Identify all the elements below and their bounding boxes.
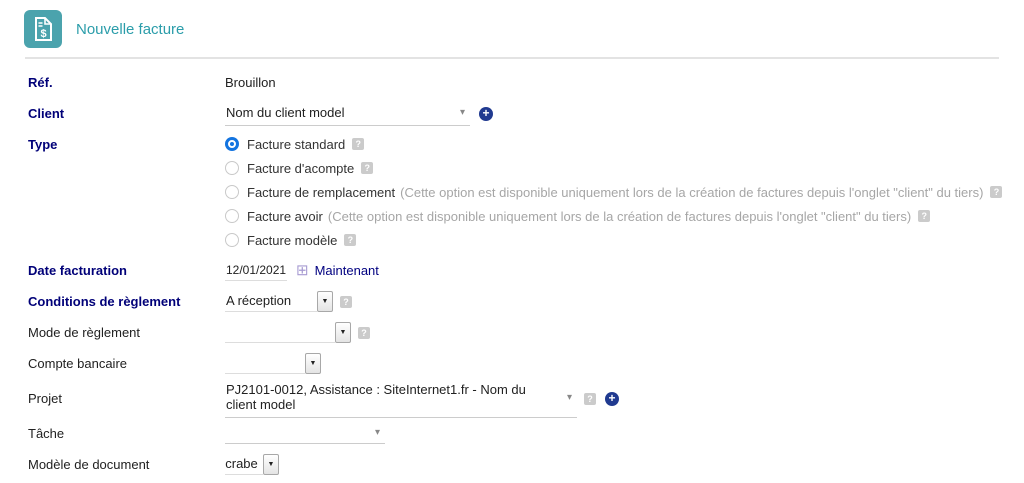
- row-project: [28, 379, 1024, 418]
- row-task: [28, 418, 1024, 449]
- radio-facture-standard[interactable]: Facture standard ?: [225, 132, 1002, 156]
- radio-facture-acompte[interactable]: Facture d'acompte ?: [225, 156, 1002, 180]
- doc-model-label: Modèle de document: [28, 457, 150, 472]
- client-select-value: Nom du client model: [226, 104, 345, 120]
- radio-facture-remplacement[interactable]: Facture de remplacement (Cette option est disponible uniquement lors de la création de factures depuis l'onglet "client" du tiers) ?: [225, 180, 1002, 204]
- select-arrow-icon[interactable]: ▼: [305, 353, 321, 374]
- invoice-icon-glyph: [32, 16, 54, 42]
- task-select[interactable]: [225, 424, 385, 444]
- date-label: Date facturation: [28, 263, 127, 278]
- payment-terms-value: A réception: [225, 291, 317, 312]
- row-type: [28, 129, 1024, 255]
- payment-terms-label: Conditions de règlement: [28, 294, 181, 309]
- bank-account-label: Compte bancaire: [28, 356, 127, 371]
- now-link[interactable]: Maintenant: [314, 263, 379, 278]
- doc-model-value: crabe: [225, 454, 263, 475]
- svg-text:$: $: [40, 28, 47, 40]
- type-label: Type: [28, 137, 58, 152]
- task-label: Tâche: [28, 426, 65, 441]
- project-label: Projet: [28, 391, 62, 406]
- page-title: Nouvelle facture: [76, 20, 185, 38]
- ref-label: Réf.: [28, 75, 53, 90]
- help-icon[interactable]: ?: [584, 393, 596, 405]
- radio-icon[interactable]: [225, 185, 239, 199]
- invoice-type-radios: [225, 132, 1002, 252]
- chevron-down-icon: ▾: [566, 391, 572, 403]
- radio-icon[interactable]: [225, 161, 239, 175]
- select-arrow-icon[interactable]: ▼: [317, 291, 333, 312]
- radio-facture-modele[interactable]: Facture modèle ?: [225, 228, 1002, 252]
- new-invoice-form: [0, 59, 1024, 480]
- select-arrow-icon[interactable]: ▼: [263, 454, 279, 475]
- help-icon[interactable]: ?: [358, 327, 370, 339]
- page-header: [0, 0, 1024, 48]
- radio-icon[interactable]: [225, 137, 239, 151]
- payment-mode-label: Mode de règlement: [28, 325, 141, 340]
- help-icon[interactable]: ?: [352, 138, 364, 150]
- add-client-button[interactable]: +: [479, 107, 493, 121]
- help-icon[interactable]: ?: [918, 210, 930, 222]
- help-icon[interactable]: ?: [344, 234, 356, 246]
- row-ref: [28, 67, 1024, 98]
- client-label: Client: [28, 106, 65, 121]
- row-doc-model: [28, 449, 1024, 480]
- help-icon[interactable]: ?: [361, 162, 373, 174]
- payment-terms-select[interactable]: [225, 291, 333, 312]
- help-icon[interactable]: ?: [990, 186, 1002, 198]
- bank-account-value: [225, 353, 305, 374]
- invoice-date-input[interactable]: [225, 261, 287, 281]
- row-invoice-date: [28, 255, 1024, 286]
- ref-value: Brouillon: [225, 75, 276, 90]
- radio-note: (Cette option est disponible uniquement lors de la création de factures depuis l'onglet "client" du tiers): [400, 184, 984, 200]
- row-client: [28, 98, 1024, 129]
- radio-icon[interactable]: [225, 209, 239, 223]
- chevron-down-icon: ▾: [459, 106, 465, 118]
- payment-mode-select[interactable]: [225, 322, 351, 343]
- chevron-down-icon: ▾: [374, 426, 380, 438]
- row-bank-account: [28, 348, 1024, 379]
- project-select[interactable]: [225, 379, 577, 418]
- row-payment-terms: [28, 286, 1024, 317]
- radio-facture-avoir[interactable]: Facture avoir (Cette option est disponible uniquement lors de la création de factures depuis l'onglet "client" du tiers) ?: [225, 204, 1002, 228]
- payment-mode-value: [225, 322, 335, 343]
- client-select[interactable]: [225, 102, 470, 126]
- calendar-icon[interactable]: ⊞: [296, 262, 309, 279]
- select-arrow-icon[interactable]: ▼: [335, 322, 351, 343]
- project-select-value: PJ2101-0012, Assistance : SiteInternet1.fr - Nom du client model: [226, 382, 526, 412]
- radio-icon[interactable]: [225, 233, 239, 247]
- invoice-icon: [24, 10, 62, 48]
- row-payment-mode: [28, 317, 1024, 348]
- radio-note: (Cette option est disponible uniquement lors de la création de factures depuis l'onglet "client" du tiers): [327, 208, 912, 224]
- add-project-button[interactable]: +: [605, 392, 619, 406]
- help-icon[interactable]: ?: [340, 296, 352, 308]
- doc-model-select[interactable]: [225, 454, 279, 475]
- bank-account-select[interactable]: [225, 353, 321, 374]
